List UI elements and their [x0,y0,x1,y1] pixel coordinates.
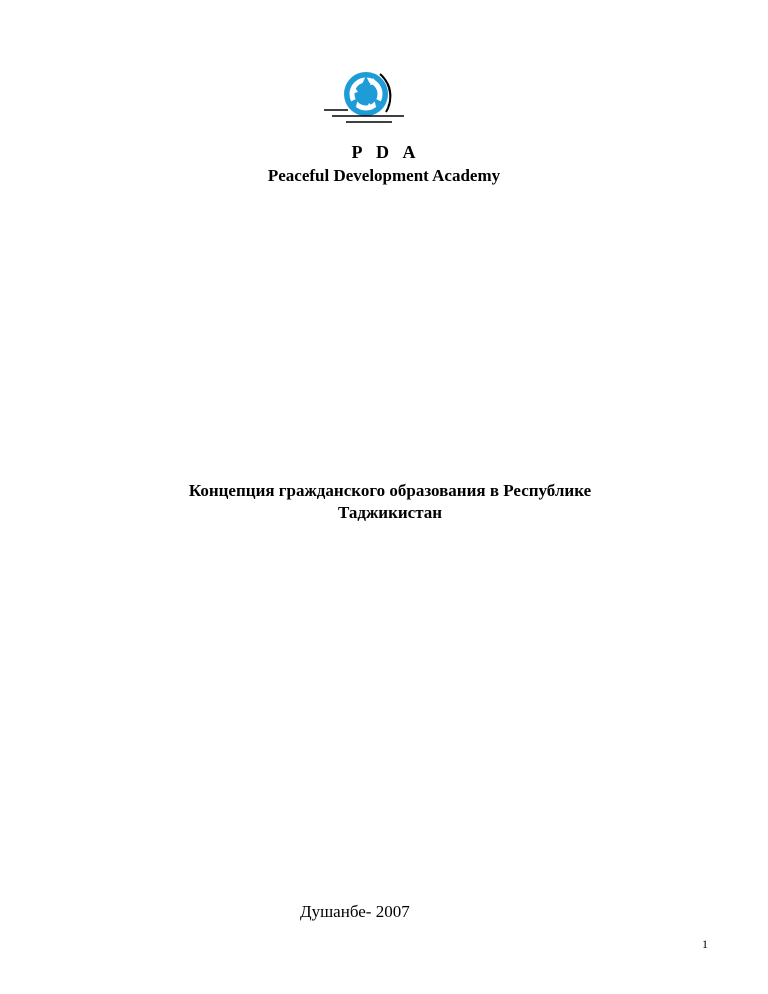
recycle-cycle-icon [318,64,410,130]
organization-name: Peaceful Development Academy [267,166,501,185]
document-title-line-2: Таджикистан [337,503,443,522]
document-title [150,480,630,524]
pda-logo [318,64,410,130]
organization-abbreviation: P D A [351,142,421,162]
document-title-line-1: Концепция гражданского образования в Республике [188,481,592,500]
place-and-date: Душанбе- 2007 [300,902,410,921]
page-number: 1 [702,937,708,951]
